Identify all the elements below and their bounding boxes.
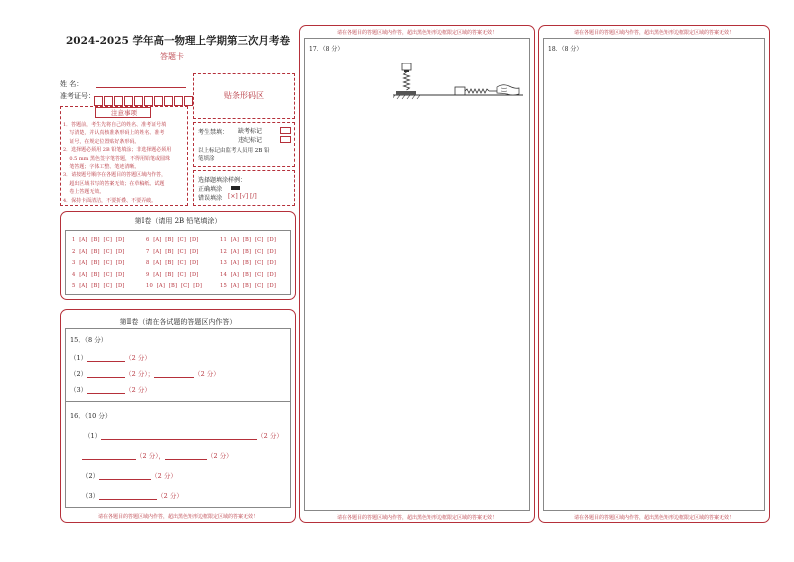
violation-mark-label: 违纪标记 (238, 137, 263, 144)
violation-mark-box[interactable] (280, 136, 291, 143)
q15-heading: 15．（8 分） (70, 336, 108, 344)
part2-answer-frame (65, 328, 291, 508)
q17-heading: 17．（8 分） (309, 46, 344, 53)
q16-part2-blank[interactable] (99, 479, 151, 480)
q15-part2 (70, 369, 220, 378)
mc-question-row[interactable]: 13 [A] [B] [C] [D] (220, 260, 277, 266)
notice-line: 2．选择题必须用 2B 铅笔填涂；非选择题必须用 (63, 147, 172, 154)
notice-list (63, 121, 171, 205)
q15-part1-score: （2 分） (125, 354, 151, 362)
exam-id-digit-box[interactable] (154, 96, 163, 106)
q18-warning-top: 请在各题目的答题区域内作答，超出黑色矩形边框限定区域的答案无效！ (573, 30, 734, 36)
exam-id-digit-box[interactable] (104, 96, 113, 106)
exam-id-digit-box[interactable] (114, 96, 123, 106)
mc-question-row[interactable]: 7 [A] [B] [C] [D] (146, 248, 199, 255)
mc-question-row[interactable]: 11 [A] [B] [C] [D] (220, 237, 277, 243)
q15-part1 (70, 353, 151, 362)
status-note-2: 笔填涂 (198, 156, 215, 162)
exam-status-label: 考生禁填： (198, 129, 229, 136)
wrong-fill-label: 错误填涂 (198, 195, 223, 202)
q16-part1-blank-3[interactable] (165, 459, 207, 460)
exam-id-digit-box[interactable] (94, 96, 103, 106)
exam-id-label: 准考证号： (60, 92, 95, 100)
q18-heading: 18．（8 分） (548, 46, 583, 53)
q17-warning-bottom: 请在各题目的答题区域内作答，超出黑色矩形边框限定区域的答案无效！ (336, 515, 497, 521)
q15-part2-label: （2） (70, 370, 88, 378)
mc-column-3 (220, 235, 276, 293)
notice-line: 0.5 mm 黑色签字笔答题，不得用铅笔或圆珠 (63, 155, 170, 162)
q18-section (538, 25, 770, 523)
q16-heading: 16．（10 分） (70, 412, 112, 420)
mc-question-row[interactable]: 1 [A] [B] [C] [D] (72, 237, 125, 243)
absent-mark-label: 缺考标记 (238, 128, 263, 135)
exam-id-boxes[interactable] (94, 90, 194, 102)
q15-part3-blank[interactable] (87, 393, 125, 394)
notice-line: 卷上答题无效。 (63, 189, 105, 196)
q15-part1-label: （1） (70, 354, 88, 362)
answer-sheet-subtitle: 答题卡 (160, 52, 184, 61)
exam-id-digit-box[interactable] (164, 96, 173, 106)
q16-part3-score: （2 分） (157, 492, 183, 500)
q16-part2 (82, 471, 177, 480)
q15-part3 (70, 385, 151, 394)
fill-example-box (193, 170, 295, 206)
part2-warning: 请在各题目的答题区域内作答，超出黑色矩形边框限定区域的答案无效！ (97, 514, 258, 520)
part1-title: 第Ⅰ卷（请用 2B 铅笔填涂） (134, 217, 222, 225)
q16-part1-score: （2 分） (257, 432, 283, 440)
q15-part2-score-1: （2 分）； (125, 370, 155, 378)
barcode-area (193, 73, 295, 119)
q16-part1 (84, 431, 283, 440)
q15-q16-divider (66, 401, 290, 402)
correct-fill-sample (231, 186, 240, 190)
mc-column-1 (72, 235, 125, 293)
notice-line: 4．保持卡面清洁，不要折叠、不要弄破。 (63, 197, 157, 204)
exam-status-box (193, 122, 295, 167)
correct-fill-label: 正确填涂 (198, 186, 223, 193)
exam-id-digit-box[interactable] (124, 96, 133, 106)
part2-section (60, 309, 296, 523)
q15-part3-label: （3） (70, 386, 88, 394)
notice-line: 笔答题；字体工整、笔迹清晰。 (63, 164, 140, 171)
mc-question-row[interactable]: 5 [A] [B] [C] [D] (72, 283, 125, 289)
mc-question-row[interactable]: 8 [A] [B] [C] [D] (146, 260, 199, 266)
mc-question-row[interactable]: 10 [A] [B] [C] [D] (146, 283, 203, 289)
q16-part3 (82, 491, 183, 500)
mc-grid (65, 230, 291, 295)
mc-question-row[interactable]: 2 [A] [B] [C] [D] (72, 248, 125, 255)
q17-figure-spring-block (393, 63, 523, 103)
notice-line: 3．请按题号顺序在各题目的答题区域内作答， (63, 172, 167, 179)
exam-id-digit-box[interactable] (184, 96, 193, 106)
q16-part2-score: （2 分） (151, 472, 177, 480)
q15-part2-score-2: （2 分） (194, 370, 220, 378)
q16-part1-cont (82, 451, 233, 460)
mc-question-row[interactable]: 3 [A] [B] [C] [D] (72, 260, 125, 266)
notice-title: 注意事项 (111, 109, 137, 117)
notice-line: 写清楚，并认真核准条形码上的姓名、准考 (63, 130, 165, 137)
notice-line: 证号，在规定位置贴好条形码。 (63, 138, 140, 145)
exam-title: 2024-2025 学年高一物理上学期第三次月考卷 (66, 35, 290, 47)
part2-title: 第Ⅱ卷（请在各试题的答题区内作答） (119, 318, 237, 326)
mc-question-row[interactable]: 12 [A] [B] [C] [D] (220, 248, 277, 255)
q16-part1-score-3: （2 分） (206, 452, 233, 460)
q16-part3-label: （3） (82, 492, 100, 500)
q16-part1-blank[interactable] (101, 439, 257, 440)
barcode-label: 贴条形码区 (224, 91, 264, 100)
status-note-1: 以上标记由监考人员用 2B 铅 (198, 148, 270, 154)
q16-part1-score-2: （2 分）， (136, 452, 165, 460)
q16-part1-label: （1） (84, 432, 102, 440)
q18-warning-bottom: 请在各题目的答题区域内作答，超出黑色矩形边框限定区域的答案无效！ (573, 515, 734, 521)
exam-id-digit-box[interactable] (174, 96, 183, 106)
q15-part2-blank-1[interactable] (87, 377, 125, 378)
exam-id-digit-box[interactable] (134, 96, 143, 106)
q15-part1-blank[interactable] (87, 361, 125, 362)
mc-question-row[interactable]: 9 [A] [B] [C] [D] (146, 271, 199, 278)
q17-section (299, 25, 535, 523)
q16-part2-label: （2） (82, 472, 100, 480)
wrong-fill-marks: [×] [√] [/] (228, 193, 257, 200)
fill-example-title: 选择题填涂样例： (198, 177, 247, 184)
name-field-line[interactable] (96, 87, 186, 88)
q16-part1-blank-2[interactable] (82, 459, 136, 460)
mc-column-2 (146, 235, 202, 293)
q16-part3-blank[interactable] (99, 499, 157, 500)
exam-id-digit-box[interactable] (144, 96, 153, 106)
notice-line: 超出区域书写的答案无效；在草稿纸、试题 (63, 180, 165, 187)
notice-line: 1．答题前，考生先将自己的姓名、准考证号填 (63, 122, 167, 128)
mc-question-row[interactable]: 15 [A] [B] [C] [D] (220, 283, 277, 289)
mc-question-row[interactable]: 6 [A] [B] [C] [D] (146, 237, 199, 243)
q17-warning-top: 请在各题目的答题区域内作答，超出黑色矩形边框限定区域的答案无效！ (336, 30, 497, 36)
mc-question-row[interactable]: 14 [A] [B] [C] [D] (220, 271, 277, 278)
q17-answer-frame[interactable] (304, 38, 530, 511)
absent-mark-box[interactable] (280, 127, 291, 134)
q18-answer-frame[interactable] (543, 38, 765, 511)
part1-section (60, 211, 296, 300)
notice-box (60, 106, 188, 206)
name-label: 姓 名： (60, 80, 84, 88)
q15-part3-score: （2 分） (125, 386, 151, 394)
q15-part2-blank-2[interactable] (154, 377, 194, 378)
mc-question-row[interactable]: 4 [A] [B] [C] [D] (72, 271, 125, 278)
